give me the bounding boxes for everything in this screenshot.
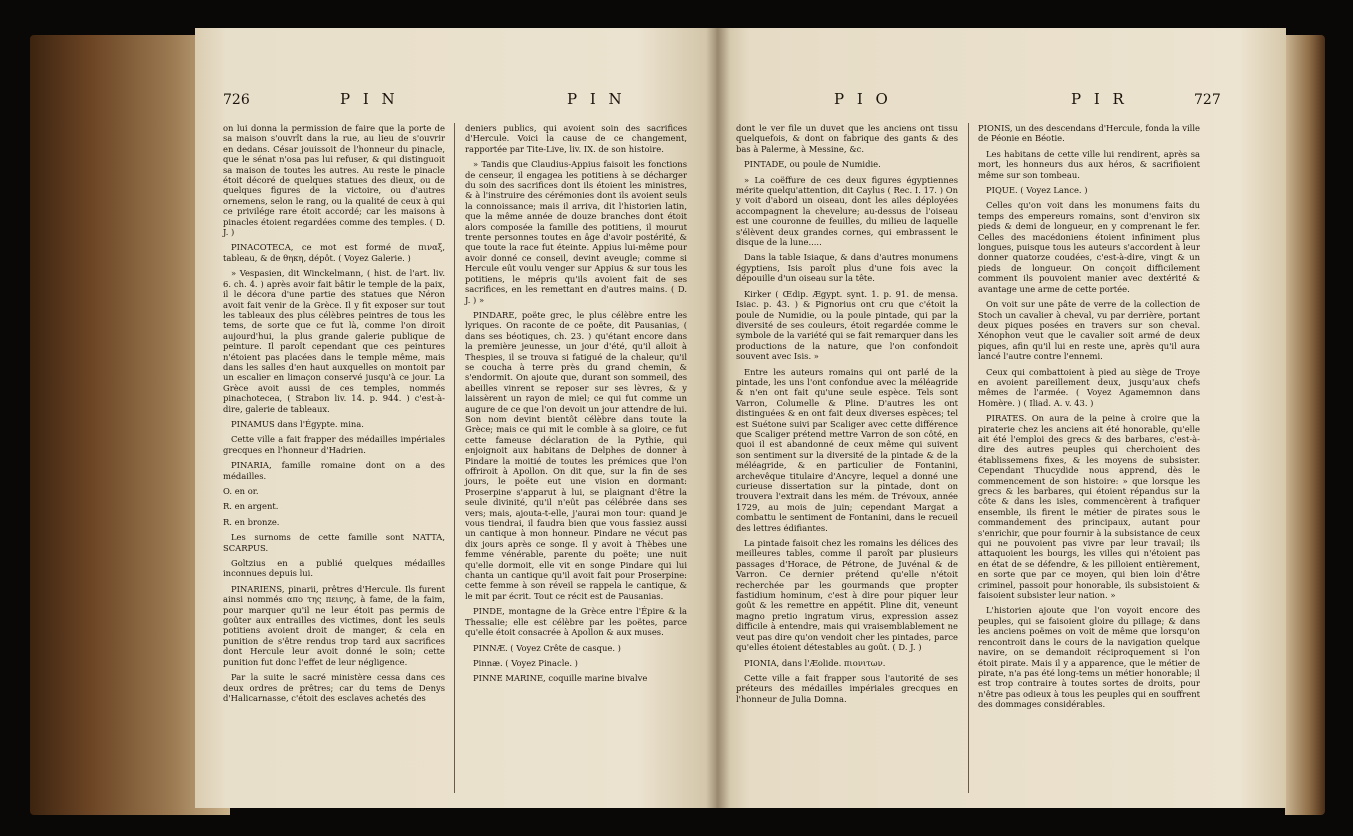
paragraph: Par la suite le sacré ministère cessa dans ces deux ordres de prêtres; car du tems de Denys d'Halicarnasse, c'étoit des esclaves achetés des [223, 672, 445, 703]
paragraph: » Tandis que Claudius-Appius faisoit les fonctions de censeur, il engagea les potitiens à se décharger du soin des sacrifices dont ils étoient les ministres, & à l'instruire des cérémonies dont ils avoient seuls la connoissance; mais il arriva, dit l'historien latin, que la même année de douze branches dont étoit alors composée la famille des potitiens, il mourut trente personnes toutes en âge d'avoir postérité, & que toute la race fut éteinte. Appius lui-même pour avoir donné ce conseil, devint aveugle; comme si Hercule eût voulu venger sur Appius & sur tous les potitiens, le mépris qu'ils avoient fait de ses sacrifices, en les remettant en d'autres mains. ( D. J. ) » [465, 159, 687, 305]
book-gutter [706, 28, 730, 808]
paragraph: Cette ville a fait frapper sous l'autorité de ses préteurs des médailles impériales grecques en l'honneur de Julia Domna. [736, 672, 958, 704]
paragraph: Les surnoms de cette famille sont NATTA, SCARPUS. [223, 532, 445, 553]
entry-pinacoteca: PINACOTECA, ce mot est formé de πιναξ, tableau, & de θηκη, dépôt. ( Voyez Galerie. ) [223, 242, 445, 263]
entry-pinne-marine: PINNE MARINE, coquille marine bivalve [473, 673, 648, 684]
running-header-left-a: P I N [340, 90, 399, 108]
paragraph: dont le ver file un duvet que les anciens ont tissu quelquefois, & dont on fabrique des gants & des bas à Palerme, à Messine, &c. [736, 123, 958, 154]
entry-pinnae-2: Pinnæ. ( Voyez Pinacle. ) [473, 657, 578, 668]
entry-pindare: PINDARE, poëte grec, le plus célèbre entre les lyriques. On raconte de ce poëte, dit Pausanias, ( dans ses béotiques, ch. 23. ) qu'étant encore dans la première jeunesse, un jour d'été, qu'il alloit à Thespies, il se trouva si fatigué de la chaleur, qu'il se coucha à terre près du grand chemin, & s'endormit. On ajoute que, durant son sommeil, des abeilles vinrent se reposer sur ses lèvres, & y laissèrent un rayon de miel; ce qui fut comme un augure de ce que l'on devoit un jour attendre de lui. Son nom devint bientôt célèbre dans toute la Grèce; mais ce qui mit le comble à sa gloire, ce fut cette fameuse déclaration de la Pythie, qui enjoignoit aux habitans de Delphes de donner à Pindare la moitié de toutes les prémices que l'on offriroit à Apollon. On dit que, sur la fin de ses jours, le poëte eut une vision en dormant: Proserpine s'apparut à lui, se plaignant d'être la seule divinité, qu'il n'eût pas célébrée dans ses vers; mais, ajouta-t-elle, j'aurai mon tour: quand je vous tiendrai, il faudra bien que vous fassiez aussi un cantique à mon honneur. Pindare ne vécut pas dix jours après ce songe. Il y avoit à Thèbes une femme vénérable, parente du poëte; une nuit qu'elle dormoit, elle vit en songe Pindare qui lui chanta un cantique qu'il avoit fait pour Proserpine: cette femme à son réveil se rappela le cantique, & le mit par écrit. Tout ce récit est de Pausanias. [465, 309, 687, 601]
list-item: O. en or. [223, 486, 259, 496]
right-page [716, 28, 1286, 808]
open-book [30, 20, 1325, 820]
running-header-right-b: P I R [1071, 90, 1128, 108]
paragraph: Ceux qui combattoient à pied au siège de Troye en avoient pareillement deux, jusqu'aux chefs mêmes de l'armée. ( Voyez Agamemnon dans Homère. ) ( Iliad. A. v. 43. ) [978, 366, 1200, 408]
entry-pintade: PINTADE, ou poule de Numidie. [744, 159, 881, 170]
right-page-column-2 [978, 123, 1200, 715]
paragraph: On voit sur une pâte de verre de la collection de Stoch un cavalier à cheval, vu par derrière, portant deux piques posées en travers sur son cheval. Xénophon veut que le cavalier soit armé de deux piques, afin qu'il lui en reste une, après qu'il aura lancé l'autre contre l'ennemi. [978, 299, 1200, 362]
entry-pinde: PINDE, montagne de la Grèce entre l'Épire & la Thessalie; elle est célèbre par les poëtes, parce qu'elle étoit consacrée à Apollon & aux muses. [465, 606, 687, 638]
entry-pinnae: PINNÆ. ( Voyez Crête de casque. ) [473, 642, 621, 653]
paragraph: Celles qu'on voit dans les monumens faits du temps des empereurs romains, sont d'environ six pieds & demi de longueur, en y comprenant le fer. Celles des macédoniens étoient infiniment plus longues, puisque tous les auteurs s'accordent à leur donner quatorze coudées, c'est-à-dire, vingt & un pieds de longueur. On conçoit difficilement comment ils pouvoient manier avec dextérité & avantage une arme de cette portée. [978, 200, 1200, 294]
left-page-column-2 [465, 123, 687, 689]
page-number-left: 726 [223, 92, 250, 108]
paragraph: » Vespasien, dit Winckelmann, ( hist. de l'art. liv. 6. ch. 4. ) après avoir fait bâtir le temple de la paix, il le décora d'une partie des statues que Néron avoit fait venir de la Grèce. Il y fit exposer sur tout les tableaux des plus célèbres peintres de tous les tems, de sorte que ce fut là, comme l'on diroit aujourd'hui, la plus grande galerie publique de peinture. Il paroît cependant que ces peintures n'étoient pas placées dans le temple même, mais dans les salles d'en haut auxquelles on montoit par un escalier en limaçon conservé jusqu'à ce jour. La Grèce avoit aussi de ces temples, nommés pinachotecea, ( Strabon liv. 14. p. 944. ) c'est-à-dire, galerie de tableaux. [223, 268, 445, 414]
entry-pinaria: PINARIA, famille romaine dont on a des médailles. [223, 460, 445, 481]
column-rule [454, 123, 455, 793]
left-page-column-1 [223, 123, 445, 708]
paragraph: deniers publics, qui avoient soin des sacrifices d'Hercule. Voici la cause de ce changement, rapportée par Tite-Live, liv. IX. de son histoire. [465, 123, 687, 154]
paragraph: on lui donna la permission de faire que la porte de sa maison s'ouvrît dans la rue, au lieu de s'ouvrir en dedans. César jouissoit de l'honneur du pinacle, que le sénat n'osa pas lui refuser, & qui distinguoit sa maison de toutes les autres. Au reste le pinacle étoit décoré de quelques statues des dieux, ou de quelques figures de la victoire, ou d'autres ornemens, selon le rang, ou la qualité de ceux à qui ce privilége rare étoit accordé; car les maisons à pinacles étoient regardées comme des temples. ( D. J. ) [223, 123, 445, 238]
running-header-left-b: P I N [567, 90, 626, 108]
entry-pique: PIQUE. ( Voyez Lance. ) [986, 185, 1088, 196]
paragraph: Dans la table Isiaque, & dans d'autres monumens égyptiens, Isis paroît plus d'une fois avec la dépouille d'un oiseau sur la tête. [736, 252, 958, 284]
paragraph: Les habitans de cette ville lui rendirent, après sa mort, les honneurs dus aux héros, & sacrifioient même sur son tombeau. [978, 148, 1200, 180]
left-page [195, 28, 716, 808]
list-item: R. en bronze. [223, 516, 280, 527]
entry-pirates: PIRATES. On aura de la peine à croire que la piraterie chez les anciens ait été honorable, qu'elle ait été l'emploi des grecs & des barbares, c'est-à-dire des autres peuples qui cherchoient des établissemens fixes, & les moyens de subsister. Cependant Thucydide nous apprend, dès le commencement de son histoire: » que lorsque les grecs & les barbares, qui étoient répandus sur la côte & dans les isles, commencèrent à trafiquer ensemble, ils firent le métier de pirates sous le commandement des principaux, autant pour s'enrichir, que pour fournir à la subsistance de ceux qui ne pouvoient pas vivre par leur travail; ils attaquoient les bourgs, les villes qui n'étoient pas en état de se défendre, & les pilloient entièrement, en sorte que par ce moyen, qui bien loin d'être criminel, passoit pour honorable, ils subsistoient & faisoient subsister leur nation. » [978, 413, 1200, 601]
entry-pionis: PIONIS, un des descendans d'Hercule, fonda la ville de Péonie en Béotie. [978, 123, 1200, 144]
book-edge-right [1285, 35, 1325, 815]
entry-pionia: PIONIA, dans l'Æolide. πιονιτων. [744, 657, 886, 668]
paragraph: La pintade faisoit chez les romains les délices des meilleures tables, comme il paroît par plusieurs passages d'Horace, de Pétrone, de Juvénal & de Varron. Ce dernier prétend qu'elle n'étoit recherchée par les gourmands que propter fastidium hominum, c'est à dire pour piquer leur goût & les remettre en appétit. Pline dit, veneunt magno pretio ingratum virus, expression assez difficile à entendre, mais qui vraisemblablement ne veut pas dire qu'on vendoit cher les pintades, parce qu'elles étoient détestables au goût. ( D. J. ) [736, 538, 958, 653]
page-number-right: 727 [1194, 92, 1221, 108]
column-rule [968, 123, 969, 793]
paragraph: Goltzius en a publié quelques médailles inconnues depuis lui. [223, 558, 445, 579]
list-item: R. en argent. [223, 501, 279, 512]
paragraph: L'historien ajoute que l'on voyoit encore des peuples, qui se faisoient gloire du pillage; & dans les anciens poëmes on voit de même que lorsqu'on rencontroit dans le cours de la navigation quelque navire, on se demandoit réciproquement si l'on étoit pirate. Mais il y a apparence, que le métier de pirate, n'a pas été long-tems un métier honorable; il est trop contraire à toutes sortes de droits, pour n'être pas odieux à tous les peuples qui en souffrent des dommages considérables. [978, 605, 1200, 710]
running-header-right-a: P I O [834, 90, 892, 108]
paragraph: Cette ville a fait frapper des médailles impériales grecques en l'honneur d'Hadrien. [223, 434, 445, 455]
entry-pinamus: PINAMUS dans l'Égypte. mina. [231, 418, 364, 429]
paragraph: Kirker ( Œdip. Ægypt. synt. 1. p. 91. de mensa. Isiac. p. 43. ) & Pignorius ont cru que c'étoit la poule de Numidie, ou la poule pintade, qui par la diversité de ses couleurs, étoit regardée comme le symbole de la variété qui se fait remarquer dans les productions de la nature, que l'on confondoit souvent avec Isis. » [736, 288, 958, 362]
entry-pinariens: PINARIENS, pinarii, prêtres d'Hercule. Ils furent ainsi nommés απο της πεινης, à fame, de la faim, pour marquer qu'il ne leur étoit pas permis de goûter aux entrailles des victimes, dont les seuls potitiens avoient droit de manger, & cela en punition de s'être rendus trop tard aux sacrifices dont Hercule leur avoit donné le soin; cette punition fut donc l'effet de leur négligence. [223, 583, 445, 667]
paragraph: » La coëffure de ces deux figures égyptiennes mérite quelqu'attention, dit Caylus ( Rec. I. 17. ) On y voit d'abord un oiseau, dont les ailes déployées accompagnent la chevelure; au-dessus de l'oiseau est une couronne de feuilles, du milieu de laquelle s'élèvent deux grandes cornes, qui embrassent le disque de la lune..... [736, 174, 958, 248]
paragraph: Entre les auteurs romains qui ont parlé de la pintade, les uns l'ont confondue avec la méléagride & n'en ont fait qu'une seule espèce. Tels sont Varron, Columelle & Pline. D'autres les ont distinguées & en ont fait deux diverses espèces; tel est Suétone suivi par Scaliger avec cette différence que Scaliger prétend mettre Varron de son côté, en quoi il est abandonné de ceux même qui suivent son sentiment sur la diversité de la pintade & de la méléagride, & en particulier de Fontanini, archevêque titulaire d'Ancyre, lequel a donné une curieuse dissertation sur la pintade, dont on trouvera l'extrait dans les mém. de Trévoux, année 1729, au mois de juin; cependant Margat a combattu le sentiment de Fontanini, dans le recueil des lettres édifiantes. [736, 366, 958, 533]
right-page-column-1 [736, 123, 958, 709]
